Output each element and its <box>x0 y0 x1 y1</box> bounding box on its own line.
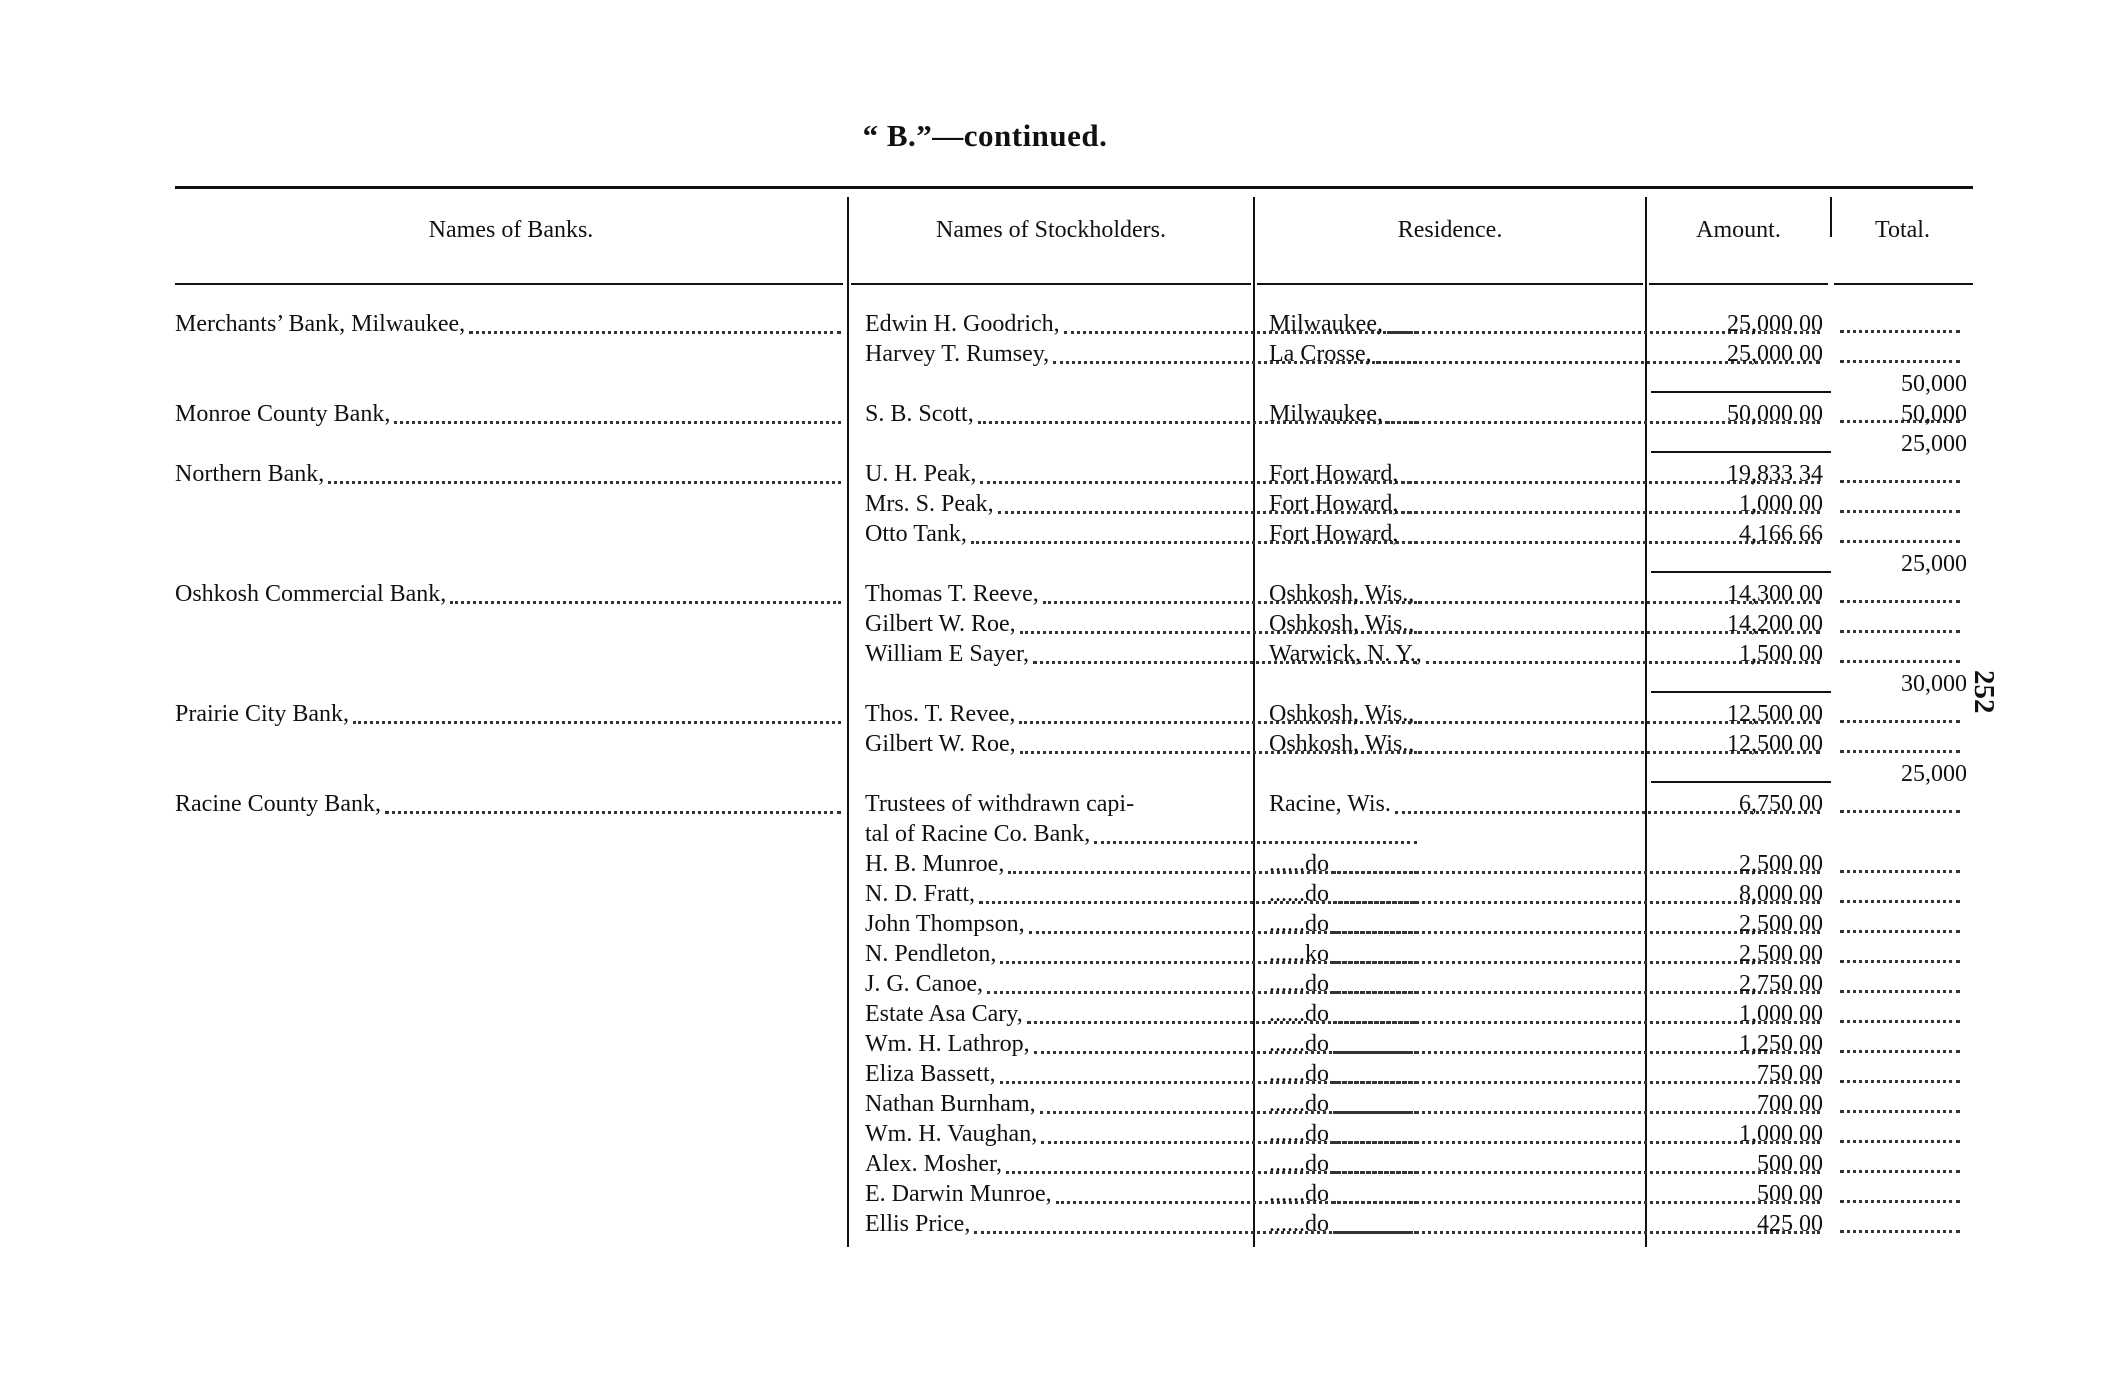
amount-cell: 14,300 00 <box>1727 581 1823 607</box>
total-cell <box>1840 459 1964 489</box>
leader-dots <box>1840 990 1960 993</box>
total-cell <box>1840 969 1964 999</box>
residence-cell-text: ......do <box>1269 1001 1329 1027</box>
table-row <box>175 819 1973 849</box>
stockholder-cell-text: Harvey T. Rumsey, <box>865 341 1050 367</box>
bank-name-cell <box>175 699 845 729</box>
leader-dots <box>1840 960 1960 963</box>
table-row <box>175 1119 1973 1149</box>
total-cell <box>1840 789 1964 819</box>
header-underline <box>851 283 1251 285</box>
stockholder-cell-text: Gilbert W. Roe, <box>865 731 1016 757</box>
table-row <box>175 699 1973 729</box>
total-cell <box>1840 639 1964 669</box>
stockholder-cell-text: N. D. Fratt, <box>865 881 975 907</box>
bank-name-cell-text: Racine County Bank, <box>175 791 381 817</box>
header-total: Total. <box>1875 217 1930 243</box>
total-cell <box>1840 1209 1964 1239</box>
stockholder-cell-text: S. B. Scott, <box>865 401 974 427</box>
stockholder-cell-text: J. G. Canoe, <box>865 971 983 997</box>
residence-cell-text: ......do <box>1269 851 1329 877</box>
total-cell <box>1840 1059 1964 1089</box>
leader-dots <box>1840 720 1960 723</box>
stockholder-cell-text: Alex. Mosher, <box>865 1151 1003 1177</box>
residence-cell-text: ......do <box>1269 881 1329 907</box>
leader-dots <box>1840 1080 1960 1083</box>
residence-cell-text: Oshkosh, Wis., <box>1269 581 1415 607</box>
bank-name-cell <box>175 459 845 489</box>
amount-cell: 2,500 00 <box>1739 941 1823 967</box>
table-row <box>175 1029 1973 1059</box>
table-row <box>175 489 1973 519</box>
residence-cell-text: ......do <box>1269 911 1329 937</box>
bank-name-cell-text: Merchants’ Bank, Milwaukee, <box>175 311 466 337</box>
amount-cell: 750 00 <box>1757 1061 1823 1087</box>
header-underline <box>1834 283 1973 285</box>
total-cell <box>1840 579 1964 609</box>
amount-cell: 1,000 00 <box>1739 1001 1823 1027</box>
residence-cell-text: ......do <box>1269 1121 1329 1147</box>
total-cell <box>1840 609 1964 639</box>
stockholder-cell-text: U. H. Peak, <box>865 461 977 487</box>
amount-cell: 2,750 00 <box>1739 971 1823 997</box>
bank-name-cell <box>175 309 845 339</box>
stockholders-table <box>175 186 1973 1237</box>
table-row <box>175 339 1973 369</box>
residence-cell-text: ......do <box>1269 1211 1329 1237</box>
table-row <box>175 969 1973 999</box>
residence-cell-text: ......do <box>1269 1061 1329 1087</box>
total-cell <box>1840 849 1964 879</box>
bank-total: 30,000 <box>1901 671 1967 697</box>
table-row <box>175 939 1973 969</box>
amount-cell: 25,000 00 <box>1727 341 1823 367</box>
leader-dots <box>1840 930 1960 933</box>
table-row <box>175 609 1973 639</box>
leader-dots <box>394 399 841 424</box>
table-row <box>175 579 1973 609</box>
stockholder-cell-text: tal of Racine Co. Bank, <box>865 821 1091 847</box>
amount-cell: 1,000 00 <box>1739 1121 1823 1147</box>
table-row <box>175 1149 1973 1179</box>
leader-dots <box>1094 819 1417 844</box>
total-cell <box>1840 699 1964 729</box>
amount-cell: 12,500 00 <box>1727 731 1823 757</box>
table-row <box>175 909 1973 939</box>
subtotal-rule <box>1651 571 1831 573</box>
header-underline <box>1649 283 1828 285</box>
bank-name-cell <box>175 579 845 609</box>
subtotal-rule <box>1651 691 1831 693</box>
stockholder-cell-text: Trustees of withdrawn capi- <box>865 791 1135 817</box>
leader-dots <box>1840 540 1960 543</box>
stockholder-cell-text: Otto Tank, <box>865 521 967 547</box>
header-residence: Residence. <box>1397 217 1503 243</box>
amount-cell: 425 00 <box>1757 1211 1823 1237</box>
subtotal-rule <box>1651 391 1831 393</box>
amount-cell: 8,000 00 <box>1739 881 1823 907</box>
table-row <box>175 639 1973 669</box>
leader-dots <box>1840 1170 1960 1173</box>
table-row <box>175 729 1973 759</box>
leader-dots <box>1840 360 1960 363</box>
stockholder-cell-text: H. B. Munroe, <box>865 851 1005 877</box>
amount-cell: 1,500 00 <box>1739 641 1823 667</box>
stockholder-cell-text: Wm. H. Lathrop, <box>865 1031 1030 1057</box>
stockholder-cell-text: Ellis Price, <box>865 1211 971 1237</box>
residence-cell-text: Milwaukee, <box>1269 401 1383 427</box>
residence-cell-text: Oshkosh, Wis., <box>1269 611 1415 637</box>
amount-cell: 6,750 00 <box>1739 791 1823 817</box>
header-stockholder-names: Names of Stockholders. <box>936 217 1166 243</box>
page-number: 252 <box>1968 670 2000 714</box>
total-cell <box>1840 309 1964 339</box>
table-row <box>175 519 1973 549</box>
total-cell <box>1840 519 1964 549</box>
amount-cell: 2,500 00 <box>1739 851 1823 877</box>
leader-dots <box>1840 1110 1960 1113</box>
residence-cell-text: La Crosse, <box>1269 341 1372 367</box>
residence-cell-text: ......do <box>1269 1091 1329 1117</box>
amount-cell: 1,000 00 <box>1739 491 1823 517</box>
stockholder-cell <box>865 819 1425 849</box>
stockholder-cell-text: Estate Asa Cary, <box>865 1001 1023 1027</box>
stockholder-cell-text: E. Darwin Munroe, <box>865 1181 1052 1207</box>
page-title: “ B.”—continued. <box>862 118 1108 153</box>
residence-cell-text: Fort Howard, <box>1269 461 1399 487</box>
table-row <box>175 849 1973 879</box>
bank-total: 50,000 <box>1901 401 1967 427</box>
leader-dots <box>1840 330 1960 333</box>
stockholder-cell-text: Eliza Bassett, <box>865 1061 996 1087</box>
bank-name-cell-text: Monroe County Bank, <box>175 401 391 427</box>
table-row <box>175 789 1973 819</box>
table-row <box>175 399 1973 429</box>
subtotal-rule <box>1651 451 1831 453</box>
amount-cell: 12,500 00 <box>1727 701 1823 727</box>
header-amount: Amount. <box>1696 217 1781 243</box>
amount-cell: 500 00 <box>1757 1151 1823 1177</box>
total-cell <box>1840 939 1964 969</box>
amount-cell: 25,000 00 <box>1727 311 1823 337</box>
total-cell <box>1840 1149 1964 1179</box>
leader-dots <box>1840 660 1960 663</box>
header-underline <box>1257 283 1643 285</box>
table-row <box>175 1059 1973 1089</box>
amount-cell: 4,166 66 <box>1739 521 1823 547</box>
residence-cell-text: Milwaukee, <box>1269 311 1383 337</box>
total-cell <box>1840 1089 1964 1119</box>
stockholder-cell-text: Wm. H. Vaughan, <box>865 1121 1038 1147</box>
total-cell <box>1840 339 1964 369</box>
bank-name-cell-text: Oshkosh Commercial Bank, <box>175 581 447 607</box>
table-row <box>175 1179 1973 1209</box>
amount-cell: 14,200 00 <box>1727 611 1823 637</box>
residence-cell-text: Warwick, N. Y., <box>1269 641 1422 667</box>
table-row <box>175 309 1973 339</box>
amount-cell: 19,833 34 <box>1727 461 1823 487</box>
bank-total: 25,000 <box>1901 761 1967 787</box>
leader-dots <box>450 579 841 604</box>
leader-dots <box>1840 870 1960 873</box>
leader-dots <box>353 699 841 724</box>
total-cell <box>1840 729 1964 759</box>
amount-cell: 1,250 00 <box>1739 1031 1823 1057</box>
bank-total: 25,000 <box>1901 431 1967 457</box>
leader-dots <box>1840 510 1960 513</box>
table-row <box>175 1209 1973 1239</box>
stockholder-cell-text: William E Sayer, <box>865 641 1030 667</box>
total-cell <box>1840 1179 1964 1209</box>
residence-cell-text: ......do <box>1269 971 1329 997</box>
total-cell <box>1840 879 1964 909</box>
amount-cell: 500 00 <box>1757 1181 1823 1207</box>
residence-cell-text: ......do <box>1269 1151 1329 1177</box>
leader-dots <box>328 459 841 484</box>
leader-dots <box>1840 1050 1960 1053</box>
residence-cell-text: Fort Howard, <box>1269 521 1399 547</box>
residence-cell-text: Oshkosh, Wis., <box>1269 731 1415 757</box>
table-row <box>175 879 1973 909</box>
leader-dots <box>1840 480 1960 483</box>
leader-dots <box>1840 1140 1960 1143</box>
stockholder-cell-text: Nathan Burnham, <box>865 1091 1036 1117</box>
stockholder-cell-text: Gilbert W. Roe, <box>865 611 1016 637</box>
leader-dots <box>1840 810 1960 813</box>
residence-cell-text: Racine, Wis. <box>1269 791 1391 817</box>
subtotal-rule <box>1651 781 1831 783</box>
table-row <box>175 1089 1973 1119</box>
bank-name-cell <box>175 399 845 429</box>
total-cell <box>1840 1119 1964 1149</box>
leader-dots <box>1840 1020 1960 1023</box>
residence-cell-text: ......do <box>1269 1181 1329 1207</box>
leader-dots <box>1840 600 1960 603</box>
leader-dots <box>1840 1200 1960 1203</box>
bank-name-cell-text: Prairie City Bank, <box>175 701 349 727</box>
amount-cell <box>1651 819 1831 849</box>
stockholder-cell-text: Thos. T. Revee, <box>865 701 1016 727</box>
leader-dots <box>1840 750 1960 753</box>
bank-total: 25,000 <box>1901 551 1967 577</box>
stockholder-cell-text: John Thompson, <box>865 911 1025 937</box>
leader-dots <box>385 789 841 814</box>
leader-dots <box>1840 1230 1960 1233</box>
table-row <box>175 459 1973 489</box>
bank-total: 50,000 <box>1901 371 1967 397</box>
total-cell <box>1840 909 1964 939</box>
total-cell <box>1840 999 1964 1029</box>
stockholder-cell-text: Thomas T. Reeve, <box>865 581 1039 607</box>
amount-cell: 50,000 00 <box>1727 401 1823 427</box>
residence-cell-text: ......ko <box>1269 941 1329 967</box>
bank-name-cell-text: Northern Bank, <box>175 461 325 487</box>
total-cell <box>1840 1029 1964 1059</box>
header-underline <box>175 283 843 285</box>
residence-cell-text: Oshkosh, Wis., <box>1269 701 1415 727</box>
stockholder-cell-text: Mrs. S. Peak, <box>865 491 994 517</box>
stockholder-cell-text: Edwin H. Goodrich, <box>865 311 1060 337</box>
table-row <box>175 999 1973 1029</box>
residence-cell-text: Fort Howard, <box>1269 491 1399 517</box>
amount-cell: 2,500 00 <box>1739 911 1823 937</box>
amount-cell: 700 00 <box>1757 1091 1823 1117</box>
leader-dots <box>1840 630 1960 633</box>
bank-name-cell <box>175 789 845 819</box>
header-bank-names: Names of Banks. <box>428 217 594 243</box>
leader-dots <box>1840 900 1960 903</box>
residence-cell-text: ......do <box>1269 1031 1329 1057</box>
total-cell <box>1840 489 1964 519</box>
leader-dots <box>469 309 841 334</box>
stockholder-cell-text: N. Pendleton, <box>865 941 997 967</box>
